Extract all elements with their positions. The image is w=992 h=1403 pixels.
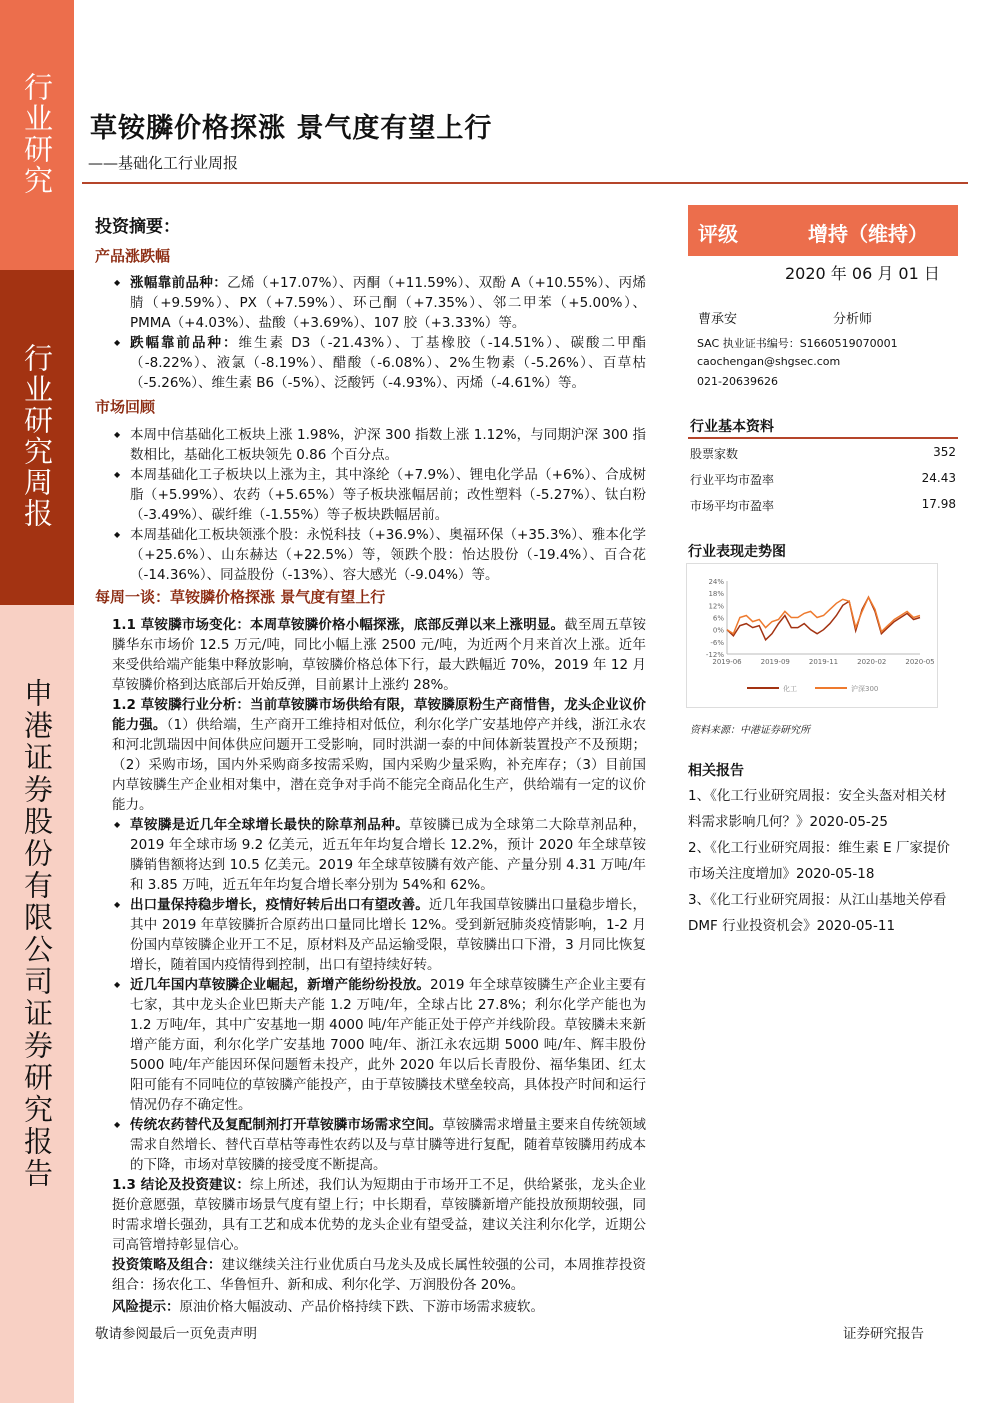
analyst-email[interactable]: caochengan@shgsec.com: [697, 355, 841, 368]
report-date: 2020 年 06 月 01 日: [785, 264, 940, 283]
market-list: [112, 425, 646, 585]
basics-row: 市场平均市盈率 17.98: [690, 497, 956, 513]
related-report-link[interactable]: 2、《化工行业研究周报：维生素 E 厂家提价 市场关注度增加》2020-05-18: [688, 840, 950, 882]
related-report-link[interactable]: 3、《化工行业研究周报：从江山基地关停看 DMF 行业投资机会》2020-05-11: [688, 892, 947, 934]
list-item: ◆ 出口量保持稳步增长，疫情好转后出口有望改善。近几年我国草铵膦出口量稳步增长，其中 2019 年草铵膦折合原药出口量同比增长 12%。受到新冠肺炎疫情影响，1-2 月份国内草铵膦企业开工不足，原材料及产品运输受限，草铵膦出口下滑，3 月同比恢复增长，随着国内疫情得到控制，出口有望持续好转。: [112, 895, 646, 975]
sidebar-bottom-band: [0, 605, 74, 1403]
rating-box: [688, 205, 958, 256]
risk-paragraph: 风险提示：原油价格大幅波动、产品价格持续下跌、下游市场需求疲软。: [112, 1299, 544, 1315]
chart-source: 资料来源：中港证券研究所: [690, 725, 810, 736]
analyst-title: 分析师: [833, 312, 873, 327]
x-tick-label: 2019-11: [808, 658, 839, 666]
y-tick-label: 0%: [712, 626, 724, 635]
header-divider: [82, 182, 968, 184]
list-item: ◆ 本周基础化工子板块以上涨为主，其中涤纶（+7.9%）、锂电化学品（+6%）、合成树脂（+5.99%）、农药（+5.65%）等子板块涨幅居前；改性塑料（-5.27%）、钛白粉（-3.49%）、碳纤维（-1.55%）等子板块跌幅居前。: [112, 465, 646, 525]
list-item: ◆ 草铵膦是近几年全球增长最快的除草剂品种。草铵膦已成为全球第二大除草剂品种，2019 年全球市场 9.2 亿美元，近五年年均复合增长 12.2%，预计 2020 年全球草铵膦销售额将达到 10.5 亿美元。2019 年全球草铵膦有效产能、产量分别 4.31 万吨/年和 3.85 万吨，近五年年均复合增长率分别为 54%和 62%。: [112, 815, 646, 895]
sac-number: SAC 执业证书编号：S1660519070001: [697, 337, 898, 350]
analysis-list: [112, 815, 646, 1175]
analyst-phone: 021-20639626: [697, 375, 778, 388]
product-list: [112, 273, 646, 393]
list-item: ◆ 本周基础化工板块领涨个股：永悦科技（+36.9%）、奥福环保（+35.3%）、雅本化学（+25.6%）、山东赫达（+22.5%）等，领跌个股：怡达股份（-19.4%）、百合花（-14.36%）、同益股份（-13%）、容大感光（-9.04%）等。: [112, 525, 646, 585]
paragraph-1-1: 1.1 草铵膦市场变化：本周草铵膦价格小幅探涨，底部反弹以来上涨明显。截至周五草铵膦华东市场价 12.5 万元/吨，同比小幅上涨 2500 元/吨，为近两个月来首次上涨。近年来受供给端产能集中释放影响，草铵膦价格总体下行，最大跌幅近 70%，2019 年 12 月草铵膦价格到达底部后开始反弹，目前累计上涨约 28%。: [112, 617, 646, 693]
list-item: ◆ 涨幅靠前品种：乙烯（+17.07%）、丙酮（+11.59%）、双酚 A（+10.55%）、丙烯腈（+9.59%）、PX（+7.59%）、环己酮（+7.35%）、邻二甲苯（+5.00%）、PMMA（+4.03%）、盐酸（+3.69%）、107 胶（+3.33%）等。: [112, 273, 646, 333]
related-reports: [688, 783, 958, 939]
sidebar-middle-band: [0, 270, 74, 605]
sidebar-middle-label: 行业研究周报: [20, 343, 54, 529]
weekly-heading: 每周一谈：草铵膦价格探涨 景气度有望上行: [95, 588, 386, 606]
basics-row: 行业平均市盈率 24.43: [690, 471, 956, 487]
list-item: ◆ 跌幅靠前品种：维生素 D3（-21.43%）、丁基橡胶（-14.51%）、碳酸二甲酯（-8.22%）、液氯（-8.19%）、醋酸（-6.08%）、2%生物素（-5.26%）、百草枯（-5.26%）、维生素 B6（-5%）、泛酸钙（-4.93%）、丙烯（-4.61%）等。: [112, 333, 646, 393]
paragraph-1-2: 1.2 草铵膦行业分析：当前草铵膦市场供给有限，草铵膦原粉生产商惜售，龙头企业议价能力强。（1）供给端，生产商开工维持相对低位，利尔化学广安基地停产并线，浙江永农和河北凯瑞因中间体供应问题开工受影响，同时洪湖一泰的中间体新装置投产不及预期；（2）采购市场，国内外采购商多按需采购，国内采购少量采购，补充库存；（3）目前国内草铵膦生产企业相对集中，潜在竞争对手尚不能完全商品化生产，供给端有一定的议价能力。: [112, 697, 647, 813]
basics-heading: 行业基本资料: [690, 419, 774, 435]
basics-divider: [688, 437, 958, 439]
legend-label: 化工: [783, 685, 797, 693]
chart-svg: [687, 564, 937, 707]
footer-label: 证券研究报告: [843, 1326, 924, 1342]
market-heading: 市场回顾: [95, 398, 156, 416]
y-tick-label: 24%: [708, 578, 724, 586]
x-tick-label: 2019-09: [760, 658, 790, 666]
series-line-0: [727, 597, 920, 640]
x-tick-label: 2020-02: [857, 658, 887, 666]
sidebar-top-label: 行业研究: [20, 72, 54, 196]
paragraph-1-3: 1.3 结论及投资建议：综上所述，我们认为短期由于市场开工不足，供给紧张，龙头企业挺价意愿强，草铵膦市场景气度有望上行；中长期看，草铵膦新增产能投放预期较强，同时需求增长强劲，具有工艺和成本优势的龙头企业有望受益，建议关注利尔化学，近期公司高管增持彰显信心。: [112, 1177, 646, 1253]
rating-label: 评级: [698, 222, 738, 246]
legend-label: 沪深300: [851, 685, 879, 693]
list-item: ◆ 近几年国内草铵膦企业崛起，新增产能纷纷投放。2019 年全球草铵膦生产企业主要有七家，其中龙头企业巴斯夫产能 1.2 万吨/年，全球占比 27.8%；利尔化学产能也为 1.2 万吨/年，其中广安基地一期 4000 吨/年产能正处于停产并线阶段。草铵膦未来新增产能方面，利尔化学广安基地 7000 吨/年、浙江永农远期 5000 吨/年、辉丰股份 5000 吨/年产能因环保问题暂未投产，此外 2020 年以后长青股份、福华集团、红太阳可能有不同吨位的草铵膦产能投产，由于草铵膦技术壁垒较高，具体投产时间和运行情况仍存不确定性。: [112, 975, 646, 1115]
y-tick-label: -12%: [705, 651, 724, 659]
series-line-1: [727, 597, 920, 634]
y-tick-label: 18%: [708, 590, 724, 599]
strategy-paragraph: 投资策略及组合：建议继续关注行业优质白马龙头及成长属性较强的公司，本周推荐投资组合：扬农化工、华鲁恒升、新和成、利尔化学、万润股份各 20%。: [112, 1257, 647, 1293]
sidebar-company-label: 申港证券股份有限公司证券研究报告: [20, 678, 54, 1190]
summary-heading: 投资摘要：: [95, 217, 180, 237]
rating-value: 增持（维持）: [808, 222, 928, 246]
report-title: 草铵膦价格探涨 景气度有望上行: [90, 113, 493, 144]
performance-chart: [686, 563, 938, 708]
weekly-body: [112, 615, 646, 1317]
report-subtitle: ——基础化工行业周报: [88, 154, 239, 172]
y-tick-label: -6%: [710, 638, 724, 647]
related-report-link[interactable]: 1、《化工行业研究周报：安全头盔对相关材料需求影响几何？》2020-05-25: [688, 788, 947, 830]
list-item: ◆ 本周中信基础化工板块上涨 1.98%，沪深 300 指数上涨 1.12%，与同期沪深 300 指数相比，基础化工板块领先 0.86 个百分点。: [112, 425, 646, 465]
chart-heading: 行业表现走势图: [688, 544, 786, 560]
list-item: ◆ 传统农药替代及复配制剂打开草铵膦市场需求空间。草铵膦需求增量主要来自传统领域需求自然增长、替代百草枯等毒性农药以及与草甘膦等进行复配，随着草铵膦用药成本的下降，市场对草铵膦的接受度不断提高。: [112, 1115, 646, 1175]
product-heading: 产品涨跌幅: [95, 247, 171, 265]
x-tick-label: 2019-06: [712, 658, 742, 666]
disclaimer-note: 敬请参阅最后一页免责声明: [95, 1326, 257, 1342]
basics-row: 股票家数 352: [690, 445, 956, 461]
related-heading: 相关报告: [688, 763, 744, 779]
sidebar-top-band: [0, 0, 74, 270]
y-tick-label: 12%: [708, 602, 724, 611]
analyst-name: 曹承安: [698, 312, 738, 327]
x-tick-label: 2020-05: [905, 658, 935, 666]
y-tick-label: 6%: [712, 614, 724, 623]
